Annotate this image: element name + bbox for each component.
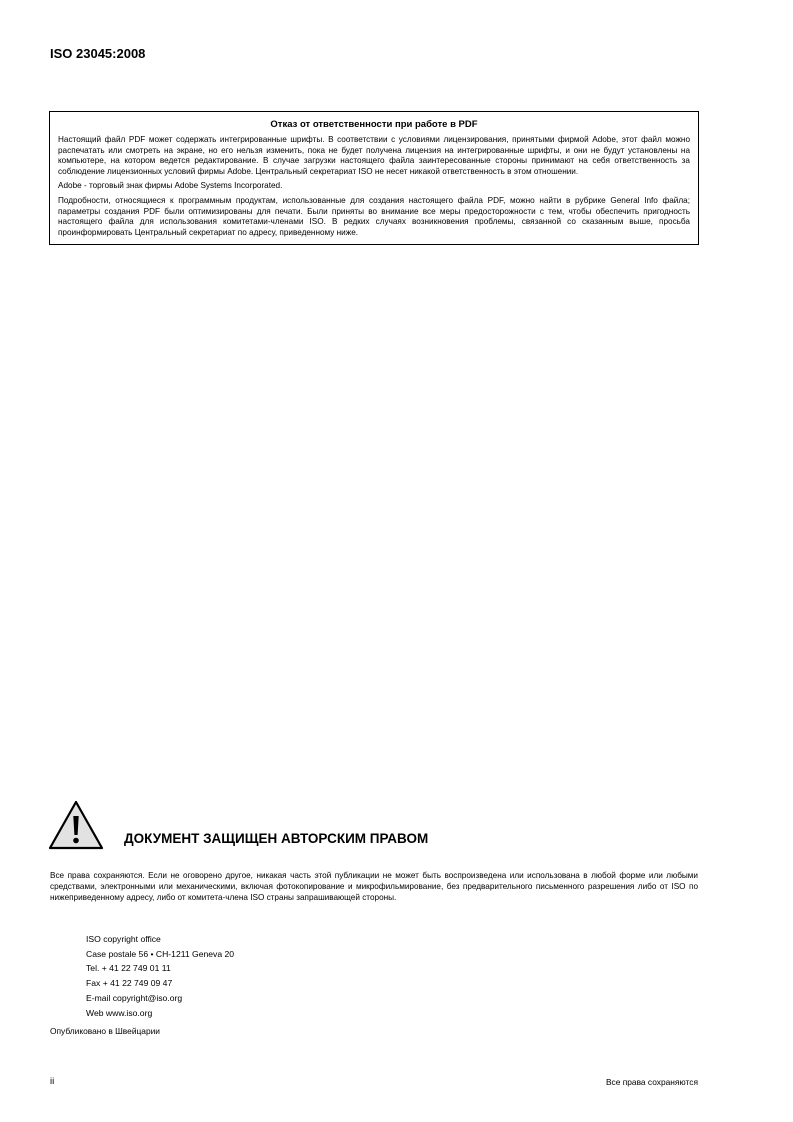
address-line: Fax + 41 22 749 09 47 — [86, 978, 173, 989]
address-line: Tel. + 41 22 749 01 11 — [86, 963, 171, 974]
copyright-text: Все права сохраняются. Если не оговорено другое, никакая часть этой публикации не может быть воспроизведена или использована в любой форме или любыми средствами, электронными или механическими, включая фотокопирование и микрофильмирование, без предварительного письменного разрешения либо от ISO по нижеприведенному адресу, либо от комитета-члена ISO страны запрашивающей стороны. — [50, 871, 698, 902]
iso-address — [86, 932, 234, 1020]
copyright-title: ДОКУМЕНТ ЗАЩИЩЕН АВТОРСКИМ ПРАВОМ — [124, 831, 429, 846]
address-line: Web www.iso.org — [86, 1007, 153, 1018]
footer-rights: Все права сохраняются — [605, 1077, 698, 1087]
warning-icon — [47, 799, 105, 851]
disclaimer-paragraph: Настоящий файл PDF может содержать интегрированные шрифты. В соответствии с условиями лицензирования, принятыми фирмой Adobe, этот файл можно распечатать или смотреть на экране, но его нельзя изменить, пока не будет получена лицензия на интегрированные шрифты, и они не будут установлены на компьютере, на котором ведется редактирование. В случае загрузки настоящего файла заинтересованные стороны принимают на себя ответственность за соблюдение лицензионных условий фирмы Adobe. Центральный секретариат ISO не несет никакой ответственность в этом отношении. — [58, 135, 690, 176]
disclaimer-title: Отказ от ответственности при работе в PDF — [270, 119, 478, 130]
document-id: ISO 23045:2008 — [50, 46, 146, 61]
disclaimer-paragraph: Adobe - торговый знак фирмы Adobe Systems Incorporated. — [58, 181, 283, 191]
address-line: Case postale 56 • CH-1211 Geneva 20 — [86, 948, 235, 959]
disclaimer-paragraph: Подробности, относящиеся к программным продуктам, использованные для создания настоящего файла PDF, можно найти в рубрике General Info файла; параметры создания PDF были оптимизированы для печати. Были приняты во внимание все меры предосторожности с тем, чтобы обеспечить пригодность настоящего файла для использования комитетами-членами ISO. В редких случаях возникновения проблемы, связанной со сказанным выше, просьба проинформировать Центральный секретариат по адресу, приведенному ниже. — [58, 195, 690, 237]
pdf-disclaimer-box — [49, 111, 699, 245]
page-number: ii — [50, 1076, 55, 1087]
address-line: ISO copyright office — [86, 934, 161, 944]
address-line: E-mail copyright@iso.org — [86, 992, 183, 1003]
published-note: Опубликовано в Швейцарии — [50, 1026, 160, 1036]
